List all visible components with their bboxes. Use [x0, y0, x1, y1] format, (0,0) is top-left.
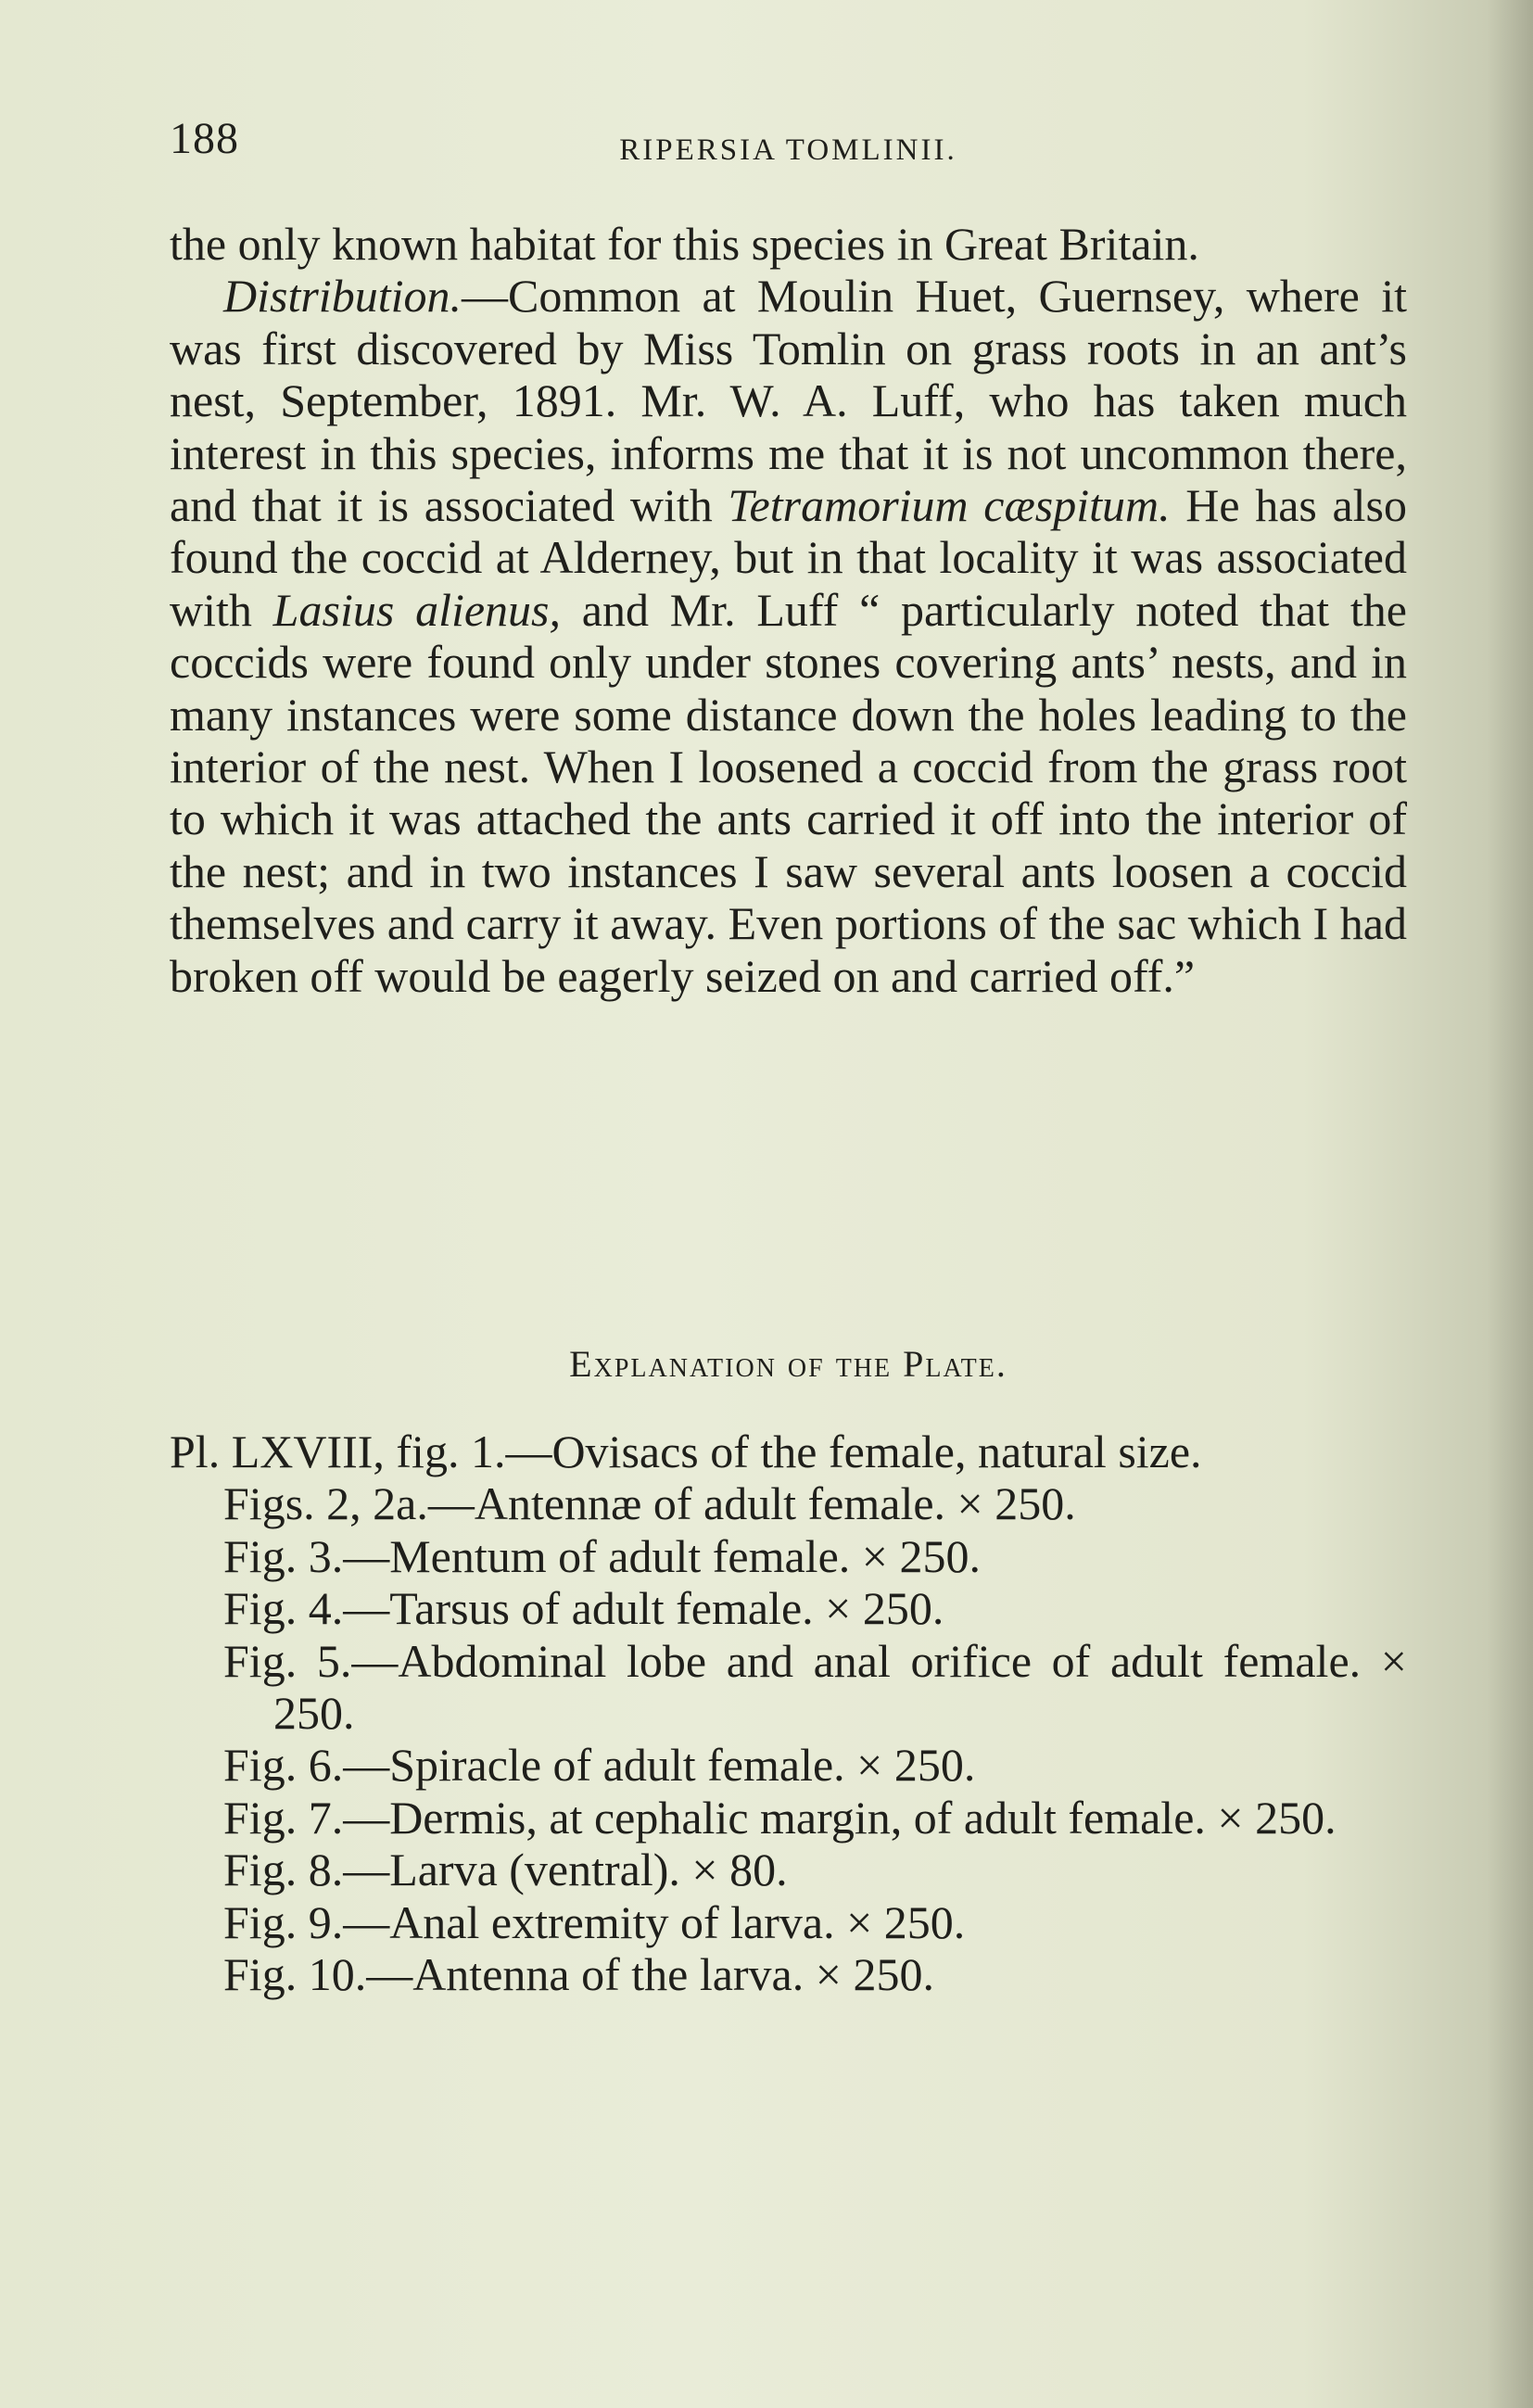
plate-item: Fig. 6.—Spiracle of adult female. × 250.: [223, 1739, 976, 1792]
paragraph-distribution: [170, 270, 1407, 1002]
distribution-text-c: and Mr. Luff “ particularly noted that the coccids were found only under stones covering ants’ nests, and in many instances were some distance down the holes leading to the interior of the nest. When I loosened a coccid from the grass root to which it was attached the ants carried it off into the interior of the nest; and in two instances I saw several ants loosen a coccid themselves and carry it away. Even portions of the sac which I had broken off would be eagerly seized on and carried off.”: [170, 583, 1407, 1002]
plate-item: Fig. 8.—Larva (ventral). × 80.: [223, 1844, 788, 1896]
plate-item: Fig. 9.—Anal extremity of larva. × 250.: [223, 1895, 966, 1948]
plate-item: Pl. LXVIII, fig. 1.—Ovisacs of the female, natural size.: [170, 1426, 1202, 1477]
plate-explanation-list: [170, 1426, 1407, 2000]
plate-item: Figs. 2, 2a.—Antennæ of adult female. × 250.: [223, 1477, 1076, 1530]
species-lasius: Lasius alienus,: [272, 583, 561, 636]
plate-item: Fig. 5.—Abdominal lobe and anal orifice of adult female. × 250.: [223, 1634, 1407, 1740]
plate-explanation-heading: Explanation of the Plate.: [569, 1343, 1007, 1385]
page-header: [170, 113, 1407, 169]
running-title: RIPERSIA TOMLINII.: [619, 133, 957, 167]
distribution-lead: Distribution.: [223, 270, 462, 323]
body-text: [170, 218, 1407, 1002]
species-tetramorium: Tetramorium cæspitum.: [728, 479, 1171, 532]
plate-item: Fig. 10.—Antenna of the larva. × 250.: [223, 1948, 934, 2001]
distribution-text-a: —Common at Moulin Huet, Guernsey, where it was first discovered by Miss Tomlin on grass roots in an ant’s nest, September, 1891. Mr. W. A. Luff, who has taken much interest in this species, informs me that it is not uncommon there, and that it is associated with: [170, 270, 1407, 532]
plate-item: Fig. 4.—Tarsus of adult female. × 250.: [223, 1582, 944, 1635]
plate-item: Fig. 7.—Dermis, at cephalic margin, of adult female. × 250.: [223, 1791, 1337, 1844]
page-number: 188: [170, 114, 239, 163]
plate-item: Fig. 3.—Mentum of adult female. × 250.: [223, 1529, 981, 1582]
paragraph-habitat: the only known habitat for this species in Great Britain.: [170, 218, 1199, 270]
distribution-text-b: He has also found the coccid at Alderney, but in that locality it was associated with: [170, 479, 1407, 636]
